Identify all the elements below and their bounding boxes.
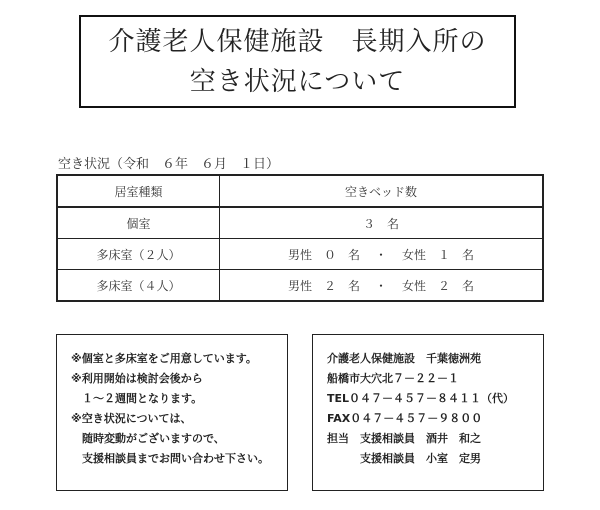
contact-person: 支援相談員 小室 定男 [327,452,481,465]
bed-count-cell [220,239,544,270]
bed-count-cell: ３ 名 [220,207,544,239]
header-bed-count: 空きベッド数 [220,175,544,207]
contact-person: 担当 支援相談員 酒井 和之 [327,432,481,445]
address: 船橋市大穴北７－２２－１ [327,372,459,385]
note-line: 随時変動がございますので、 [71,432,225,445]
room-type-cell: 多床室（４人） [57,270,220,302]
notes-box [56,334,288,491]
table-row [57,239,543,270]
table-row [57,270,543,302]
table-header-row [57,175,543,207]
note-line: １～２週間となります。 [71,392,203,405]
separator: ・ [374,278,387,293]
title-box [79,15,516,108]
vacancy-table [56,174,544,302]
fax-number: FAX０４７－４５７－９８００ [327,412,483,425]
title-line-2: 空き状況について [189,66,406,97]
note-line: ※利用開始は検討会後から [71,372,203,385]
bed-count-cell [220,270,544,302]
male-count: 男性 ０ 名 [287,247,360,262]
phone-number: TEL０４７－４５７－８４１１（代） [327,392,515,405]
separator: ・ [374,247,387,262]
male-count: 男性 ２ 名 [287,278,360,293]
note-line: ※空き状況については、 [71,412,192,425]
status-date: 空き状況（令和 ６年 ６月 １日） [58,157,280,172]
room-type-cell: 個室 [57,207,220,239]
female-count: 女性 ２ 名 [402,278,475,293]
note-line: ※個室と多床室をご用意しています。 [71,352,257,365]
contact-box [312,334,544,491]
table-row [57,207,543,239]
facility-name: 介護老人保健施設 千葉徳洲苑 [327,352,481,365]
room-type-cell: 多床室（２人） [57,239,220,270]
title-line-1: 介護老人保健施設 長期入所の [108,26,487,57]
note-line: 支援相談員までお問い合わせ下さい。 [71,452,269,465]
header-room-type: 居室種類 [57,175,220,207]
female-count: 女性 １ 名 [402,247,475,262]
